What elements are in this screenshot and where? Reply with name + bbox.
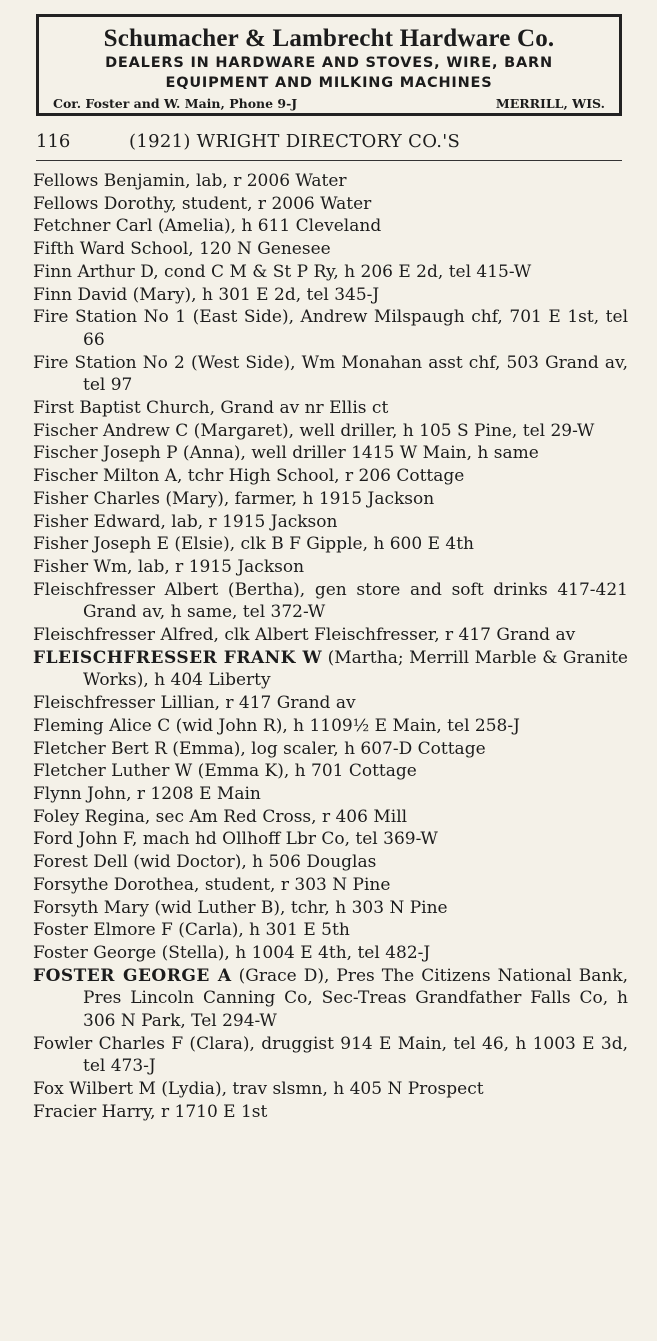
entry-detail: (Anna), well driller 1415 W Main, h same bbox=[177, 443, 539, 464]
directory-entry bbox=[33, 738, 628, 761]
directory-entry bbox=[33, 828, 628, 851]
directory-entry bbox=[33, 1033, 628, 1078]
directory-entry bbox=[33, 465, 628, 488]
directory-entry bbox=[33, 1101, 628, 1124]
entry-name: Fisher Wm bbox=[33, 556, 128, 577]
entry-name: Fetchner Carl bbox=[33, 216, 153, 237]
directory-entry bbox=[33, 170, 628, 193]
directory-entry bbox=[33, 306, 628, 351]
directory-entry bbox=[33, 397, 628, 420]
entry-detail: , lab, r 1915 Jackson bbox=[127, 556, 305, 577]
entry-name: Fifth Ward School bbox=[33, 239, 189, 260]
entry-detail: (Bertha), gen store and soft drinks 417-421 Grand av, h same, tel 372-W bbox=[83, 579, 628, 623]
directory-entry bbox=[33, 965, 628, 1033]
entry-detail: , cond C M & St P Ry, h 206 E 2d, tel 415-W bbox=[153, 261, 532, 282]
directory-entry bbox=[33, 874, 628, 897]
entry-detail: (Martha; Merrill Marble & Granite Works), h 404 Liberty bbox=[83, 647, 628, 691]
ad-city: MERRILL, WIS. bbox=[495, 96, 605, 111]
entry-detail: (Elsie), clk B F Gipple, h 600 E 4th bbox=[168, 534, 474, 555]
directory-entry bbox=[33, 511, 628, 534]
entry-name: Finn David bbox=[33, 284, 128, 305]
page-header bbox=[36, 131, 622, 161]
directory-entry bbox=[33, 647, 628, 692]
ad-line-2: EQUIPMENT AND MILKING MACHINES bbox=[165, 75, 493, 91]
page-number: 116 bbox=[36, 131, 71, 152]
entry-detail: (Clara), druggist 914 E Main, tel 46, h 1003 E 3d, tel 473-J bbox=[83, 1033, 628, 1077]
directory-entry bbox=[33, 1078, 628, 1101]
entry-name: Foley Regina bbox=[33, 806, 145, 827]
entry-detail: (Mary), h 301 E 2d, tel 345-J bbox=[127, 284, 380, 305]
directory-entry bbox=[33, 783, 628, 806]
entry-detail: , r 417 Grand av bbox=[214, 693, 356, 714]
entry-name: Fellows Dorothy bbox=[33, 193, 172, 214]
entry-detail: , tchr High School, r 206 Cottage bbox=[177, 466, 465, 487]
directory-entry bbox=[33, 193, 628, 216]
entry-name: Finn Arthur D bbox=[33, 261, 154, 282]
entry-name: Fleischfresser Alfred bbox=[33, 625, 214, 646]
entry-name: Fowler Charles F bbox=[33, 1033, 184, 1054]
entry-name: Flynn John bbox=[33, 783, 127, 804]
directory-entries bbox=[33, 170, 628, 1124]
page-title: (1921) WRIGHT DIRECTORY CO.'S bbox=[129, 131, 461, 152]
directory-entry bbox=[33, 488, 628, 511]
directory-entry bbox=[33, 352, 628, 397]
entry-detail: (West Side), Wm Monahan asst chf, 503 Grand av, tel 97 bbox=[83, 352, 629, 396]
entry-detail: (Grace D), Pres The Citizens National Bank, Pres Lincoln Canning Co, Sec-Treas Grandfather Falls Co, h 306 N Park, Tel 294-W bbox=[83, 965, 628, 1032]
directory-entry bbox=[33, 715, 628, 738]
entry-detail: , r 1208 E Main bbox=[126, 783, 261, 804]
entry-detail: (East Side), Andrew Milspaugh chf, 701 E 1st, tel 66 bbox=[83, 307, 629, 350]
advertisement-box bbox=[36, 14, 622, 116]
directory-entry bbox=[33, 556, 628, 579]
entry-name: Fire Station No 1 bbox=[33, 307, 187, 328]
directory-entry bbox=[33, 760, 628, 783]
entry-name: Fischer Milton A bbox=[33, 466, 177, 487]
entry-detail: (Margaret), well driller, h 105 S Pine, tel 29-W bbox=[188, 420, 595, 441]
directory-entry bbox=[33, 806, 628, 829]
entry-detail: (Emma K), h 701 Cottage bbox=[192, 761, 417, 782]
directory-entry bbox=[33, 261, 628, 284]
ad-footer bbox=[39, 96, 619, 111]
entry-name: Forsyth Mary bbox=[33, 897, 150, 918]
directory-entry bbox=[33, 579, 628, 624]
entry-detail: , r 1710 E 1st bbox=[150, 1101, 268, 1122]
entry-detail: (Emma), log scaler, h 607-D Cottage bbox=[166, 738, 486, 759]
entry-name: Fleming Alice C bbox=[33, 715, 171, 736]
entry-name: Forsythe Dorothea bbox=[33, 874, 195, 895]
entry-detail: (wid Luther B), tchr, h 303 N Pine bbox=[149, 897, 448, 918]
entry-name: Foster George bbox=[33, 942, 157, 963]
entry-detail: , lab, r 2006 Water bbox=[185, 171, 347, 191]
entry-detail: (Stella), h 1004 E 4th, tel 482-J bbox=[156, 942, 431, 963]
entry-detail: (Carla), h 301 E 5th bbox=[172, 920, 350, 941]
entry-detail: , student, r 303 N Pine bbox=[194, 874, 391, 895]
entry-detail: , lab, r 1915 Jackson bbox=[160, 511, 338, 532]
entry-detail: (Lydia), trav slsmn, h 405 N Prospect bbox=[155, 1079, 484, 1100]
entry-detail: (wid John R), h 1109½ E Main, tel 258-J bbox=[170, 715, 520, 736]
directory-entry bbox=[33, 942, 628, 965]
entry-detail: (wid Doctor), h 506 Douglas bbox=[127, 852, 377, 873]
entry-detail: (Mary), farmer, h 1915 Jackson bbox=[159, 488, 435, 509]
directory-entry bbox=[33, 215, 628, 238]
entry-detail: , student, r 2006 Water bbox=[171, 193, 372, 214]
entry-name: Fleischfresser Albert bbox=[33, 579, 219, 600]
entry-detail: , mach hd Ollhoff Lbr Co, tel 369-W bbox=[132, 829, 438, 850]
entry-detail: , Grand av nr Ellis ct bbox=[209, 398, 389, 419]
directory-entry bbox=[33, 238, 628, 261]
entry-name: Foster Elmore F bbox=[33, 920, 173, 941]
directory-entry bbox=[33, 692, 628, 715]
entry-name: Fischer Joseph P bbox=[33, 443, 178, 464]
entry-name: Fleischfresser Lillian bbox=[33, 693, 215, 714]
entry-name: Fire Station No 2 bbox=[33, 352, 185, 373]
entry-detail: , clk Albert Fleischfresser, r 417 Grand av bbox=[213, 625, 576, 646]
entry-name: FLEISCHFRESSER FRANK W bbox=[33, 647, 323, 668]
ad-line-1: DEALERS IN HARDWARE AND STOVES, WIRE, BARN bbox=[105, 55, 553, 71]
directory-entry bbox=[33, 420, 628, 443]
entry-detail: (Amelia), h 611 Cleveland bbox=[152, 216, 382, 237]
entry-name: Fracier Harry bbox=[33, 1101, 151, 1122]
entry-name: FOSTER GEORGE A bbox=[33, 965, 232, 986]
directory-entry bbox=[33, 897, 628, 920]
entry-name: First Baptist Church bbox=[33, 398, 210, 419]
entry-name: Fletcher Bert R bbox=[33, 738, 167, 759]
directory-entry bbox=[33, 624, 628, 647]
entry-name: Fox Wilbert M bbox=[33, 1079, 156, 1100]
entry-name: Fisher Charles bbox=[33, 488, 160, 509]
entry-name: Ford John F bbox=[33, 829, 133, 850]
entry-detail: , sec Am Red Cross, r 406 Mill bbox=[144, 806, 408, 827]
directory-entry bbox=[33, 533, 628, 556]
directory-entry bbox=[33, 284, 628, 307]
entry-detail: , 120 N Genesee bbox=[188, 239, 331, 260]
entry-name: Fisher Edward bbox=[33, 511, 161, 532]
directory-entry bbox=[33, 919, 628, 942]
entry-name: Forest Dell bbox=[33, 852, 128, 873]
entry-name: Fletcher Luther W bbox=[33, 761, 193, 782]
ad-address: Cor. Foster and W. Main, Phone 9-J bbox=[53, 96, 298, 111]
ad-company-name: Schumacher & Lambrecht Hardware Co. bbox=[103, 25, 555, 52]
directory-entry bbox=[33, 442, 628, 465]
entry-name: Fisher Joseph E bbox=[33, 534, 169, 555]
entry-name: Fischer Andrew C bbox=[33, 420, 189, 441]
entry-name: Fellows Benjamin bbox=[33, 171, 186, 191]
directory-entry bbox=[33, 851, 628, 874]
